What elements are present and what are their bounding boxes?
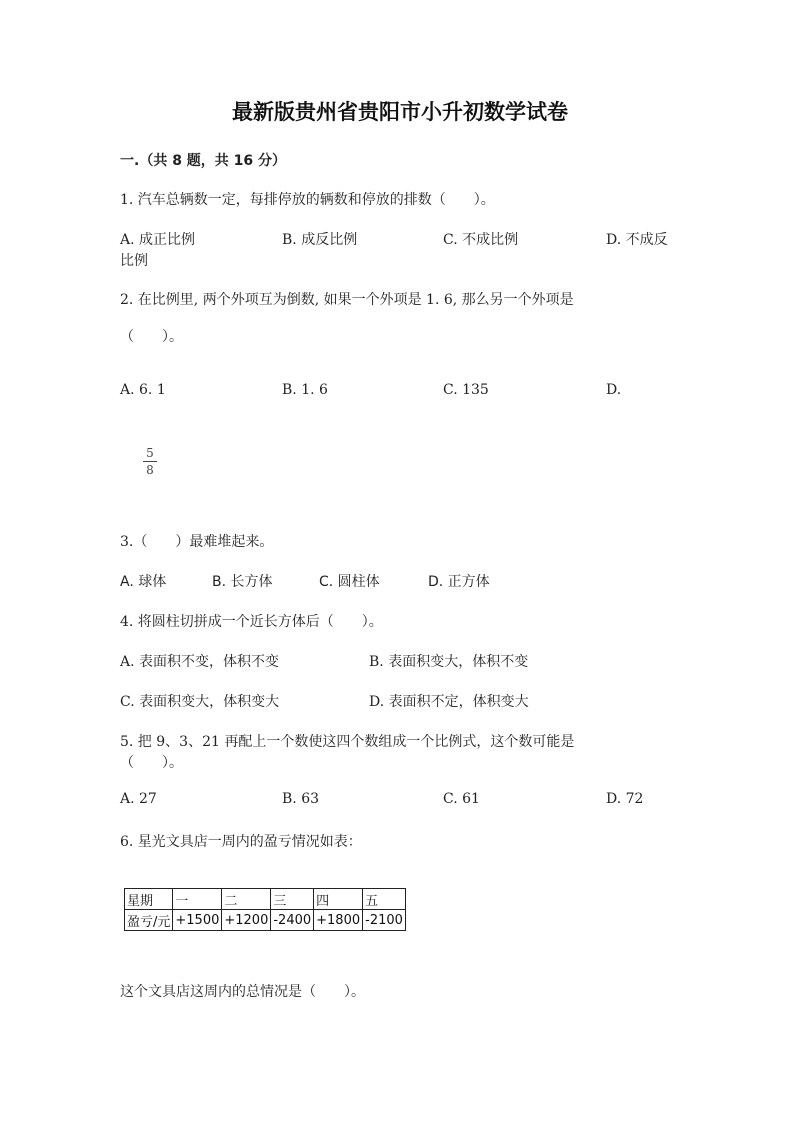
fraction-denominator: 8	[146, 463, 154, 477]
q5-option-d[interactable]: D. 72	[606, 791, 644, 807]
question-5-text: 5. 把 9、3、21 再配上一个数使这四个数组成一个比例式，这个数可能是	[120, 734, 575, 750]
fraction-numerator: 5	[146, 446, 154, 460]
table-cell: 星期	[125, 889, 173, 910]
page-title: 最新版贵州省贵阳市小升初数学试卷	[232, 100, 568, 124]
table-cell: +1200	[222, 910, 271, 931]
q2-option-c[interactable]: C. 135	[443, 382, 489, 398]
question-4-text: 4. 将圆柱切拼成一个近长方体后（ ）。	[120, 614, 383, 630]
q1-option-b[interactable]: B. 成反比例	[282, 232, 358, 248]
q4-option-b[interactable]: B. 表面积变大，体积不变	[369, 654, 529, 670]
q3-option-a[interactable]: A. 球体	[120, 574, 167, 590]
q4-option-c[interactable]: C. 表面积变大，体积变大	[120, 694, 280, 710]
q3-option-d[interactable]: D. 正方体	[428, 574, 490, 590]
q2-option-a[interactable]: A. 6. 1	[120, 382, 166, 398]
q3-option-c[interactable]: C. 圆柱体	[319, 574, 380, 590]
q5-option-c[interactable]: C. 61	[443, 791, 480, 807]
table-cell: 二	[222, 889, 271, 910]
q5-option-b[interactable]: B. 63	[282, 791, 320, 807]
table-row	[125, 910, 406, 931]
q1-option-a[interactable]: A. 成正比例	[120, 232, 196, 248]
table-cell: 一	[173, 889, 222, 910]
question-6-followup: 这个文具店这周内的总情况是（ ）。	[120, 984, 365, 1000]
table-cell: -2100	[363, 910, 406, 931]
table-cell: 四	[314, 889, 363, 910]
q4-option-d[interactable]: D. 表面积不定，体积变大	[369, 694, 529, 710]
q1-option-c[interactable]: C. 不成比例	[443, 232, 519, 248]
q2-option-b[interactable]: B. 1. 6	[282, 382, 328, 398]
fraction-bar	[143, 461, 157, 462]
table-cell: 三	[271, 889, 314, 910]
table-cell: -2400	[271, 910, 314, 931]
question-6-text: 6. 星光文具店一周内的盈亏情况如表：	[120, 834, 362, 850]
question-1-text: 1. 汽车总辆数一定，每排停放的辆数和停放的排数（ ）。	[120, 192, 495, 208]
table-cell: +1500	[173, 910, 222, 931]
question-5-blank: （ ）。	[120, 755, 183, 771]
table-cell: 五	[363, 889, 406, 910]
table-cell: 盈亏/元	[125, 910, 173, 931]
q4-option-a[interactable]: A. 表面积不变，体积不变	[120, 654, 280, 670]
question-2-text: 2. 在比例里, 两个外项互为倒数, 如果一个外项是 1. 6, 那么另一个外项是	[120, 292, 574, 308]
q2-option-d-fraction[interactable]	[143, 446, 157, 477]
question-3-text: 3.（ ）最难堆起来。	[120, 534, 274, 550]
question-2-blank: （ ）。	[120, 329, 183, 345]
q1-option-d[interactable]: D. 不成反	[606, 232, 668, 248]
q5-option-a[interactable]: A. 27	[120, 791, 157, 807]
profit-loss-table	[124, 888, 406, 931]
table-cell: +1800	[314, 910, 363, 931]
section-heading: 一.（共 8 题，共 16 分）	[120, 153, 287, 169]
table-header-row	[125, 889, 406, 910]
q3-option-b[interactable]: B. 长方体	[212, 574, 273, 590]
q2-option-d[interactable]: D.	[606, 382, 622, 398]
q1-option-d-wrap: 比例	[120, 253, 148, 269]
